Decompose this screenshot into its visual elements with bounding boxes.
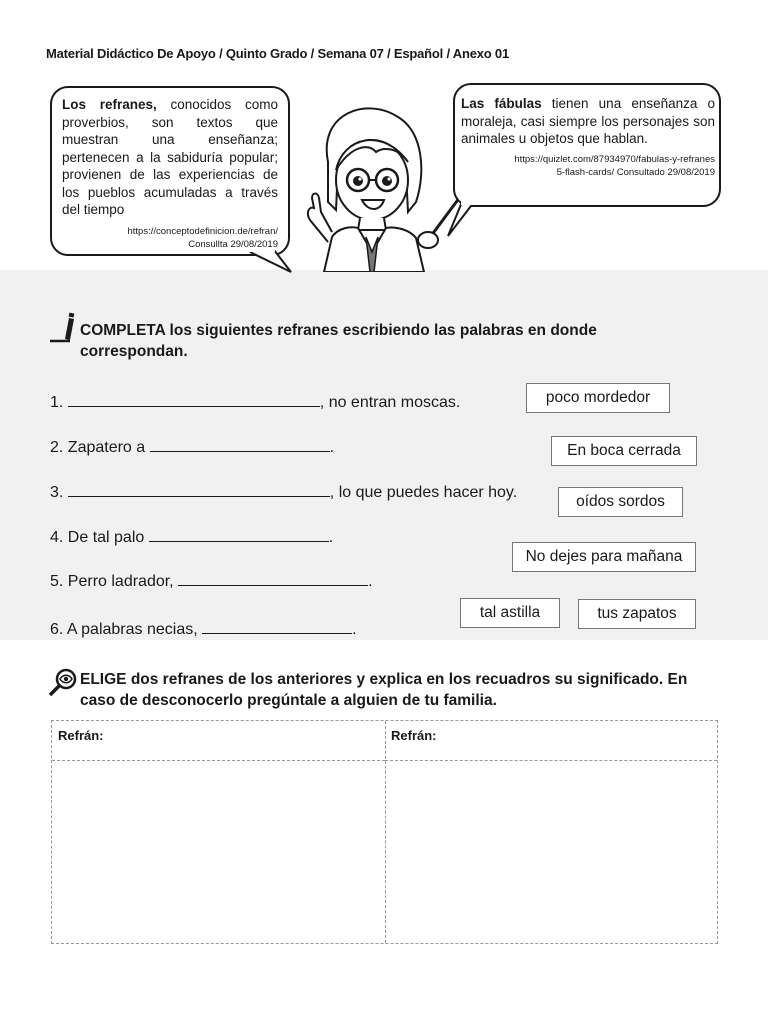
item-3-suffix: , lo que puedes hacer hoy. — [329, 484, 518, 501]
fabulas-source-url: https://quizlet.com/87934970/fabulas-y-refranes — [514, 153, 715, 165]
word-bank-oidos-sordos[interactable]: oídos sordos — [558, 487, 683, 517]
blank-field-3[interactable] — [68, 482, 330, 497]
blank-field-4[interactable] — [149, 527, 329, 542]
fabulas-term: Las fábulas — [461, 96, 542, 111]
refranes-definition-bubble — [50, 86, 290, 256]
refranes-source-date: Consullta 29/08/2019 — [188, 238, 278, 250]
answer-area-2[interactable] — [386, 761, 717, 943]
task1-text: los siguientes refranes escribiendo las palabras en donde correspondan. — [80, 322, 597, 360]
word-bank-en-boca-cerrada[interactable]: En boca cerrada — [551, 436, 697, 466]
refran-item-4 — [50, 527, 333, 547]
fabulas-definition — [461, 95, 715, 148]
refranes-term: Los refranes, — [62, 97, 157, 112]
answer-area-1[interactable] — [52, 761, 385, 943]
fabulas-definition-bubble — [453, 83, 721, 207]
refranes-source-url: https://conceptodefinicion.de/refran/ — [127, 225, 278, 237]
item-6-prefix: 6. A palabras necias, — [50, 621, 203, 638]
item-1-suffix: , no entran moscas. — [319, 394, 461, 411]
item-1-prefix: 1. — [50, 394, 68, 411]
refranes-text: conocidos como proverbios, son textos que muestran una enseñanza; pertenecen a la sabiduría popular; provienen de las experiencias de los pueblos acumuladas a través del tiempo — [62, 97, 278, 217]
refran-item-2 — [50, 437, 334, 457]
fabulas-source-date: 5-flash-cards/ Consultado 29/08/2019 — [556, 166, 715, 178]
page-header: Material Didáctico De Apoyo / Quinto Grado / Semana 07 / Español / Anexo 01 — [46, 46, 509, 61]
blank-field-2[interactable] — [150, 437, 330, 452]
task1-instructions — [80, 320, 700, 362]
task1-verb: COMPLETA — [80, 322, 166, 339]
blank-field-6[interactable] — [202, 619, 352, 634]
refran-item-5 — [50, 571, 373, 591]
word-bank-tal-astilla[interactable]: tal astilla — [460, 598, 560, 628]
blank-field-1[interactable] — [68, 392, 320, 407]
word-bank-no-dejes-para-manana[interactable]: No dejes para mañana — [512, 542, 696, 572]
word-bank-poco-mordedor[interactable]: poco mordedor — [526, 383, 670, 413]
item-5-prefix: 5. Perro ladrador, — [50, 573, 179, 590]
item-3-prefix: 3. — [50, 484, 68, 501]
task2-instructions — [80, 669, 720, 711]
fabulas-text: tienen una enseñanza o moraleja, casi siempre los personajes son animales u objetos que hablan. — [461, 96, 716, 146]
refran-item-1 — [50, 392, 460, 412]
item-2-prefix: 2. Zapatero a — [50, 439, 150, 456]
item-5-suffix: . — [368, 573, 373, 590]
item-4-suffix: . — [328, 529, 334, 546]
magnifier-eye-icon — [48, 668, 78, 698]
task2-verb: ELIGE — [80, 671, 127, 688]
blank-field-5[interactable] — [178, 571, 368, 586]
refranes-definition — [62, 96, 278, 219]
pencil-icon — [48, 312, 78, 344]
refran-header-2: Refrán: — [385, 721, 717, 761]
item-4-prefix: 4. De tal palo — [50, 529, 149, 546]
refran-header-1: Refrán: — [52, 721, 385, 761]
refran-item-3 — [50, 482, 517, 502]
refran-item-6 — [50, 619, 357, 639]
answer-table — [51, 720, 718, 944]
teacher-illustration — [288, 92, 458, 272]
item-2-suffix: . — [329, 439, 335, 456]
task2-text: dos refranes de los anteriores y explica en los recuadros su significado. En caso de desconocerlo pregúntale a alguien de tu familia. — [80, 671, 688, 709]
item-6-suffix: . — [352, 621, 357, 638]
word-bank-tus-zapatos[interactable]: tus zapatos — [578, 599, 696, 629]
